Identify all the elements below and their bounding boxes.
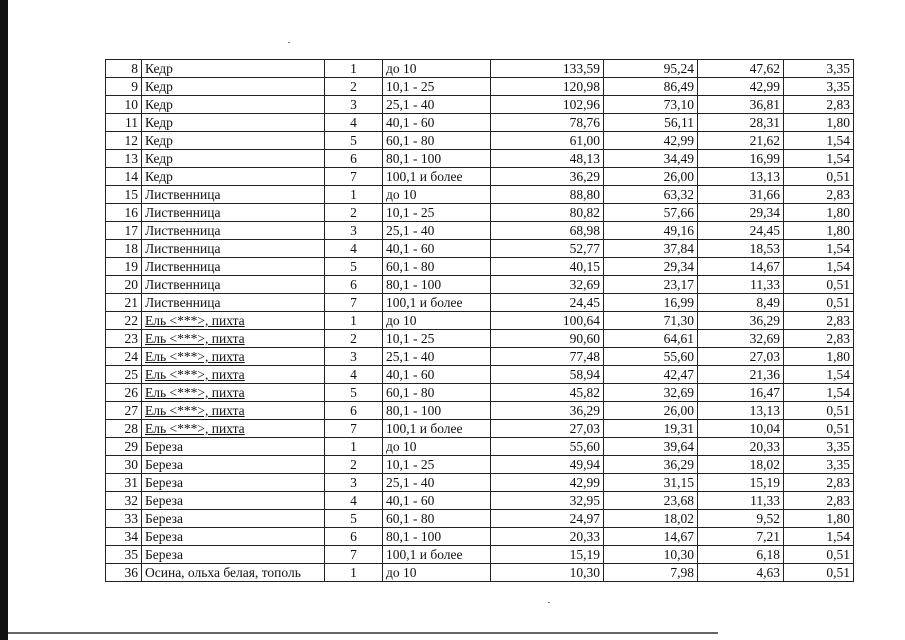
table-row [106,438,854,456]
row-number-cell: 13 [106,150,142,168]
value-1-cell: 36,29 [491,402,604,420]
value-3-cell: 10,04 [698,420,784,438]
diameter-range-cell: 60,1 - 80 [383,258,491,276]
value-1-cell: 120,98 [491,78,604,96]
value-2-cell: 14,67 [604,528,698,546]
table-row [106,150,854,168]
category-cell: 5 [325,258,383,276]
value-4-cell: 2,83 [784,330,854,348]
species-cell: Ель <***>, пихта [142,402,325,420]
table-row [106,186,854,204]
diameter-range-cell: 10,1 - 25 [383,78,491,96]
table-row [106,384,854,402]
category-cell: 2 [325,330,383,348]
diameter-range-cell: до 10 [383,564,491,582]
value-1-cell: 78,76 [491,114,604,132]
row-number-cell: 23 [106,330,142,348]
value-4-cell: 2,83 [784,312,854,330]
table-row [106,294,854,312]
value-2-cell: 86,49 [604,78,698,96]
row-number-cell: 28 [106,420,142,438]
value-4-cell: 0,51 [784,294,854,312]
value-1-cell: 15,19 [491,546,604,564]
diameter-range-cell: 10,1 - 25 [383,204,491,222]
species-cell: Береза [142,438,325,456]
scan-speck [288,42,290,43]
diameter-range-cell: 25,1 - 40 [383,96,491,114]
table-row [106,168,854,186]
table-row [106,366,854,384]
category-cell: 3 [325,474,383,492]
value-3-cell: 36,29 [698,312,784,330]
value-1-cell: 102,96 [491,96,604,114]
value-2-cell: 57,66 [604,204,698,222]
diameter-range-cell: 40,1 - 60 [383,366,491,384]
value-4-cell: 1,54 [784,258,854,276]
species-cell: Лиственница [142,258,325,276]
row-number-cell: 9 [106,78,142,96]
value-4-cell: 0,51 [784,420,854,438]
value-1-cell: 58,94 [491,366,604,384]
category-cell: 7 [325,420,383,438]
category-cell: 4 [325,366,383,384]
value-3-cell: 24,45 [698,222,784,240]
value-4-cell: 1,54 [784,132,854,150]
value-2-cell: 23,17 [604,276,698,294]
diameter-range-cell: до 10 [383,60,491,78]
diameter-range-cell: 40,1 - 60 [383,492,491,510]
category-cell: 1 [325,312,383,330]
diameter-range-cell: 25,1 - 40 [383,474,491,492]
value-4-cell: 0,51 [784,168,854,186]
value-2-cell: 29,34 [604,258,698,276]
value-3-cell: 21,62 [698,132,784,150]
value-3-cell: 13,13 [698,402,784,420]
value-3-cell: 11,33 [698,276,784,294]
value-1-cell: 48,13 [491,150,604,168]
value-2-cell: 49,16 [604,222,698,240]
value-2-cell: 56,11 [604,114,698,132]
row-number-cell: 19 [106,258,142,276]
species-cell: Кедр [142,150,325,168]
value-1-cell: 68,98 [491,222,604,240]
value-3-cell: 11,33 [698,492,784,510]
value-4-cell: 1,80 [784,510,854,528]
value-2-cell: 36,29 [604,456,698,474]
value-1-cell: 49,94 [491,456,604,474]
diameter-range-cell: до 10 [383,312,491,330]
category-cell: 4 [325,114,383,132]
species-cell: Ель <***>, пихта [142,384,325,402]
category-cell: 5 [325,384,383,402]
value-1-cell: 80,82 [491,204,604,222]
table-row [106,78,854,96]
diameter-range-cell: 60,1 - 80 [383,132,491,150]
diameter-range-cell: 10,1 - 25 [383,330,491,348]
species-cell: Ель <***>, пихта [142,366,325,384]
diameter-range-cell: 25,1 - 40 [383,222,491,240]
row-number-cell: 30 [106,456,142,474]
species-cell: Береза [142,546,325,564]
value-2-cell: 19,31 [604,420,698,438]
value-2-cell: 42,99 [604,132,698,150]
value-1-cell: 42,99 [491,474,604,492]
value-3-cell: 31,66 [698,186,784,204]
value-3-cell: 29,34 [698,204,784,222]
value-4-cell: 1,80 [784,348,854,366]
value-4-cell: 3,35 [784,78,854,96]
table-row [106,546,854,564]
row-number-cell: 24 [106,348,142,366]
value-2-cell: 95,24 [604,60,698,78]
value-3-cell: 16,99 [698,150,784,168]
row-number-cell: 27 [106,402,142,420]
diameter-range-cell: 80,1 - 100 [383,276,491,294]
diameter-range-cell: 80,1 - 100 [383,402,491,420]
value-1-cell: 77,48 [491,348,604,366]
diameter-range-cell: 100,1 и более [383,546,491,564]
value-3-cell: 9,52 [698,510,784,528]
category-cell: 7 [325,168,383,186]
table-row [106,456,854,474]
value-2-cell: 10,30 [604,546,698,564]
value-1-cell: 36,29 [491,168,604,186]
value-3-cell: 47,62 [698,60,784,78]
value-1-cell: 24,45 [491,294,604,312]
value-4-cell: 1,54 [784,240,854,258]
value-1-cell: 24,97 [491,510,604,528]
value-3-cell: 28,31 [698,114,784,132]
value-1-cell: 133,59 [491,60,604,78]
table-row [106,564,854,582]
value-4-cell: 1,54 [784,366,854,384]
category-cell: 7 [325,294,383,312]
value-1-cell: 52,77 [491,240,604,258]
value-4-cell: 1,54 [784,150,854,168]
value-4-cell: 1,80 [784,204,854,222]
value-4-cell: 0,51 [784,546,854,564]
value-4-cell: 1,54 [784,528,854,546]
category-cell: 5 [325,510,383,528]
category-cell: 1 [325,438,383,456]
value-2-cell: 55,60 [604,348,698,366]
table-row [106,402,854,420]
species-cell: Лиственница [142,186,325,204]
species-cell: Береза [142,456,325,474]
row-number-cell: 21 [106,294,142,312]
table-row [106,510,854,528]
row-number-cell: 33 [106,510,142,528]
diameter-range-cell: 40,1 - 60 [383,114,491,132]
row-number-cell: 31 [106,474,142,492]
species-cell: Ель <***>, пихта [142,420,325,438]
species-cell: Кедр [142,60,325,78]
table-row [106,222,854,240]
value-2-cell: 18,02 [604,510,698,528]
category-cell: 1 [325,186,383,204]
category-cell: 6 [325,528,383,546]
diameter-range-cell: до 10 [383,438,491,456]
species-cell: Кедр [142,114,325,132]
diameter-range-cell: 100,1 и более [383,420,491,438]
table-row [106,204,854,222]
value-1-cell: 61,00 [491,132,604,150]
scan-left-edge [0,0,8,640]
row-number-cell: 22 [106,312,142,330]
diameter-range-cell: 60,1 - 80 [383,510,491,528]
value-3-cell: 21,36 [698,366,784,384]
value-4-cell: 2,83 [784,186,854,204]
row-number-cell: 16 [106,204,142,222]
value-1-cell: 40,15 [491,258,604,276]
value-1-cell: 20,33 [491,528,604,546]
value-3-cell: 16,47 [698,384,784,402]
value-1-cell: 90,60 [491,330,604,348]
value-4-cell: 3,35 [784,438,854,456]
table-row [106,492,854,510]
row-number-cell: 17 [106,222,142,240]
species-cell: Лиственница [142,222,325,240]
diameter-range-cell: 100,1 и более [383,294,491,312]
value-1-cell: 45,82 [491,384,604,402]
value-1-cell: 10,30 [491,564,604,582]
value-1-cell: 32,69 [491,276,604,294]
value-2-cell: 64,61 [604,330,698,348]
table-row [106,96,854,114]
table-row [106,312,854,330]
species-cell: Осина, ольха белая, тополь [142,564,325,582]
value-2-cell: 26,00 [604,168,698,186]
scan-speck [548,602,550,603]
row-number-cell: 15 [106,186,142,204]
diameter-range-cell: 100,1 и более [383,168,491,186]
diameter-range-cell: 40,1 - 60 [383,240,491,258]
species-cell: Кедр [142,78,325,96]
value-4-cell: 0,51 [784,564,854,582]
value-4-cell: 1,80 [784,114,854,132]
table-row [106,132,854,150]
row-number-cell: 26 [106,384,142,402]
category-cell: 6 [325,402,383,420]
category-cell: 4 [325,240,383,258]
category-cell: 1 [325,564,383,582]
category-cell: 4 [325,492,383,510]
species-cell: Ель <***>, пихта [142,348,325,366]
value-1-cell: 32,95 [491,492,604,510]
diameter-range-cell: 80,1 - 100 [383,150,491,168]
row-number-cell: 34 [106,528,142,546]
category-cell: 1 [325,60,383,78]
species-cell: Береза [142,492,325,510]
value-4-cell: 2,83 [784,474,854,492]
value-3-cell: 32,69 [698,330,784,348]
value-2-cell: 16,99 [604,294,698,312]
category-cell: 5 [325,132,383,150]
category-cell: 6 [325,150,383,168]
category-cell: 3 [325,96,383,114]
species-cell: Кедр [142,96,325,114]
value-2-cell: 73,10 [604,96,698,114]
value-2-cell: 32,69 [604,384,698,402]
scan-bottom-line [8,632,718,634]
value-1-cell: 100,64 [491,312,604,330]
value-2-cell: 23,68 [604,492,698,510]
table-row [106,528,854,546]
value-3-cell: 20,33 [698,438,784,456]
row-number-cell: 36 [106,564,142,582]
category-cell: 3 [325,222,383,240]
species-cell: Ель <***>, пихта [142,312,325,330]
value-2-cell: 7,98 [604,564,698,582]
value-1-cell: 88,80 [491,186,604,204]
row-number-cell: 32 [106,492,142,510]
species-cell: Береза [142,474,325,492]
species-cell: Лиственница [142,294,325,312]
value-3-cell: 18,02 [698,456,784,474]
row-number-cell: 10 [106,96,142,114]
value-3-cell: 14,67 [698,258,784,276]
value-4-cell: 1,54 [784,384,854,402]
value-2-cell: 26,00 [604,402,698,420]
value-3-cell: 8,49 [698,294,784,312]
row-number-cell: 11 [106,114,142,132]
species-cell: Береза [142,528,325,546]
value-3-cell: 4,63 [698,564,784,582]
table-row [106,276,854,294]
value-4-cell: 1,80 [784,222,854,240]
row-number-cell: 20 [106,276,142,294]
diameter-range-cell: 80,1 - 100 [383,528,491,546]
value-3-cell: 6,18 [698,546,784,564]
category-cell: 2 [325,204,383,222]
value-2-cell: 71,30 [604,312,698,330]
row-number-cell: 18 [106,240,142,258]
value-1-cell: 27,03 [491,420,604,438]
value-3-cell: 36,81 [698,96,784,114]
category-cell: 3 [325,348,383,366]
table-body [106,60,854,582]
value-4-cell: 0,51 [784,276,854,294]
species-cell: Кедр [142,132,325,150]
value-2-cell: 34,49 [604,150,698,168]
species-cell: Кедр [142,168,325,186]
row-number-cell: 8 [106,60,142,78]
category-cell: 7 [325,546,383,564]
value-2-cell: 63,32 [604,186,698,204]
value-3-cell: 42,99 [698,78,784,96]
table-row [106,420,854,438]
table-row [106,330,854,348]
diameter-range-cell: 10,1 - 25 [383,456,491,474]
diameter-range-cell: 25,1 - 40 [383,348,491,366]
row-number-cell: 29 [106,438,142,456]
table-row [106,258,854,276]
row-number-cell: 14 [106,168,142,186]
value-3-cell: 18,53 [698,240,784,258]
value-4-cell: 0,51 [784,402,854,420]
value-2-cell: 42,47 [604,366,698,384]
species-cell: Береза [142,510,325,528]
row-number-cell: 25 [106,366,142,384]
category-cell: 2 [325,456,383,474]
species-cell: Лиственница [142,240,325,258]
species-cell: Ель <***>, пихта [142,330,325,348]
table-row [106,474,854,492]
value-3-cell: 7,21 [698,528,784,546]
table-row [106,114,854,132]
value-2-cell: 39,64 [604,438,698,456]
row-number-cell: 35 [106,546,142,564]
value-3-cell: 15,19 [698,474,784,492]
value-1-cell: 55,60 [491,438,604,456]
table-row [106,348,854,366]
table-row [106,240,854,258]
value-4-cell: 2,83 [784,96,854,114]
rates-table [105,59,854,582]
category-cell: 2 [325,78,383,96]
diameter-range-cell: 60,1 - 80 [383,384,491,402]
species-cell: Лиственница [142,204,325,222]
value-2-cell: 37,84 [604,240,698,258]
value-3-cell: 13,13 [698,168,784,186]
value-4-cell: 3,35 [784,60,854,78]
value-2-cell: 31,15 [604,474,698,492]
value-4-cell: 3,35 [784,456,854,474]
category-cell: 6 [325,276,383,294]
species-cell: Лиственница [142,276,325,294]
row-number-cell: 12 [106,132,142,150]
table-row [106,60,854,78]
diameter-range-cell: до 10 [383,186,491,204]
value-3-cell: 27,03 [698,348,784,366]
value-4-cell: 2,83 [784,492,854,510]
